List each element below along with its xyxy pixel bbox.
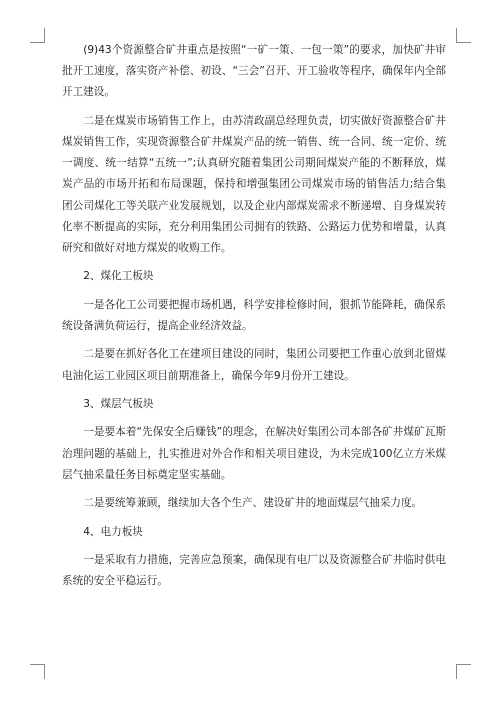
corner-mark-bottom-right xyxy=(456,664,471,679)
section-heading-coalbed-methane: 3、煤层气板块 xyxy=(83,397,154,410)
paragraph-chemical-projects: 二是要在抓好各化工在建项目建设的同时，集团公司要把工作重心放到北留煤电油化运工业园区项目前期准备上，确保今年9月份开工建设。 xyxy=(62,348,446,382)
section-heading-coal-chemical: 2、煤化工板块 xyxy=(83,270,154,283)
corner-mark-bottom-left xyxy=(30,664,45,679)
corner-mark-top-right xyxy=(456,28,471,43)
paragraph-methane-extraction: 二是要统筹兼顾，继续加大各个生产、建设矿井的地面煤层气抽采力度。 xyxy=(83,497,423,510)
document-body xyxy=(62,40,446,600)
paragraph-power-supply: 一是采取有力措施，完善应急预案，确保现有电厂以及资源整合矿井临时供电系统的安全平稳运行。 xyxy=(62,553,446,588)
paragraph-coal-sales: 二是在煤炭市场销售工作上，由苏清政副总经理负责，切实做好资源整合矿井煤炭销售工作，实现资源整合矿井煤炭产品的统一销售、统一合同、统一定价、统一调度、统一结算“五统一”;认真研究随着集团公司期间煤炭产能的不断释放，煤炭产品的市场开拓和布局课题，保持和增强集团公司煤炭市场的销售活力;结合集团公司煤化工等关联产业发展规划，以及企业内部煤炭需求不断递增、自身煤炭转化率不断提高的实际，充分利用集团公司拥有的铁路、公路运力优势和增量，认真研究和做好对地方煤炭的收购工作。 xyxy=(62,114,446,255)
paragraph-approval-speed: (9)43个资源整合矿井重点是按照“一矿一策、一包一策”的要求，加快矿井审批开工速度，落实资产补偿、初设、“三会”召开、开工验收等程序，确保年内全部开工建设。 xyxy=(62,44,446,99)
paragraph-methane-safety: 一是要本着“先保安全后赚钱”的理念，在解决好集团公司本部各矿井煤矿瓦斯治理问题的基础上，扎实推进对外合作和相关项目建设，为未完成100亿立方米煤层气抽采量任务目标奠定坚实基础。 xyxy=(62,426,446,481)
paragraph-chemical-market: 一是各化工公司要把握市场机遇，科学安排检修时间，狠抓节能降耗，确保系统设备满负荷运行，提高企业经济效益。 xyxy=(62,298,446,332)
corner-mark-top-left xyxy=(30,28,45,43)
section-heading-power: 4、电力板块 xyxy=(83,525,143,538)
